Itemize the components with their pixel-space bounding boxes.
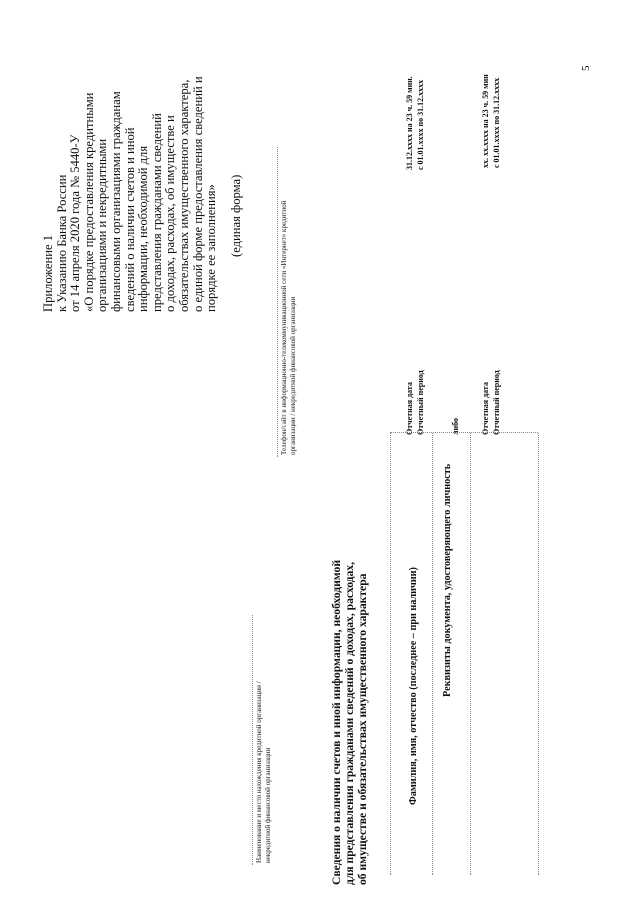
reporting-date-label: Отчетная дата [481,382,490,435]
reporting-date-value: xx. xx.xxxx на 23 ч. 59 мин [481,74,490,168]
phone-site-line [277,147,278,457]
reporting-period-label: Отчетный период [416,370,425,435]
appendix-line: «О порядке предоставления кредитными [81,92,96,312]
person-area-top-border [390,433,391,875]
reporting-period-value: с 01.01.xxxx по 31.12.xxxx [416,79,425,170]
form-title-line-3: об имуществе и обязательствах имущественного характера [356,573,369,885]
reporting-block-2-values [480,74,502,168]
appendix-line: к Указанию Банка России [54,174,69,312]
id-document-field-underline [470,433,471,875]
org-name-label-2: некредитной финансовой организации [264,747,272,863]
reporting-period-label: Отчетный период [492,370,501,435]
form-title [330,560,369,885]
org-name-line [252,615,253,865]
appendix-line: о доходах, расходах, об имуществе и [163,115,178,312]
form-type: (единая форма) [229,174,243,257]
org-name-label-1: Наименование и место нахождения кредитной организации / [255,681,263,863]
id-document-field-label: Реквизиты документа, удостоверяющего личность [442,463,453,697]
reporting-block-2 [480,370,502,435]
reporting-block-1-values [404,76,426,170]
appendix-line: организациями и некредитными [95,138,110,312]
phone-site-label-2: организации / некредитной финансовой организации [289,296,297,455]
appendix-line: обязательствах имущественного характера, [176,79,191,312]
appendix-line: о единой форме предоставления сведений и [190,76,205,312]
or-text: либо [451,418,460,435]
phone-site-label-1: Телефон/сайт в информационно-телекоммуникационной сети «Интернет» кредитной [280,200,288,455]
reporting-block-1 [404,370,426,435]
phone-site-label [280,201,298,455]
appendix-line: порядке ее заполнения» [204,184,219,312]
appendix-line: Приложение 1 [41,234,55,312]
reporting-period-value: с 01.01.xxxx по 31.12.xxxx [492,77,501,168]
appendix-block [42,76,219,312]
appendix-line: от 14 апреля 2020 года № 5440-У [68,134,83,312]
form-title-line-2: для представления гражданами сведений о доходах, расходах, [343,561,356,885]
reporting-date-label: Отчетная дата [405,382,414,435]
appendix-line: сведений о наличии счетов и иной [122,127,137,312]
page-number: 5 [580,65,592,71]
org-name-label [255,681,273,863]
full-name-field-label: Фамилия, имя, отчество (последнее – при наличии) [408,567,419,805]
appendix-line: представления гражданами сведений [149,113,164,312]
reporting-date-value: 31.12.xxxx на 23 ч. 59 мин. [405,76,414,170]
appendix-line: информации, необходимой для [136,145,151,312]
full-name-field-underline [432,433,433,875]
form-title-line-1: Сведения о наличии счетов и иной информации, необходимой [330,559,343,885]
appendix-line: финансовыми организациями гражданам [108,91,123,312]
person-area-bottom-border [538,433,539,875]
